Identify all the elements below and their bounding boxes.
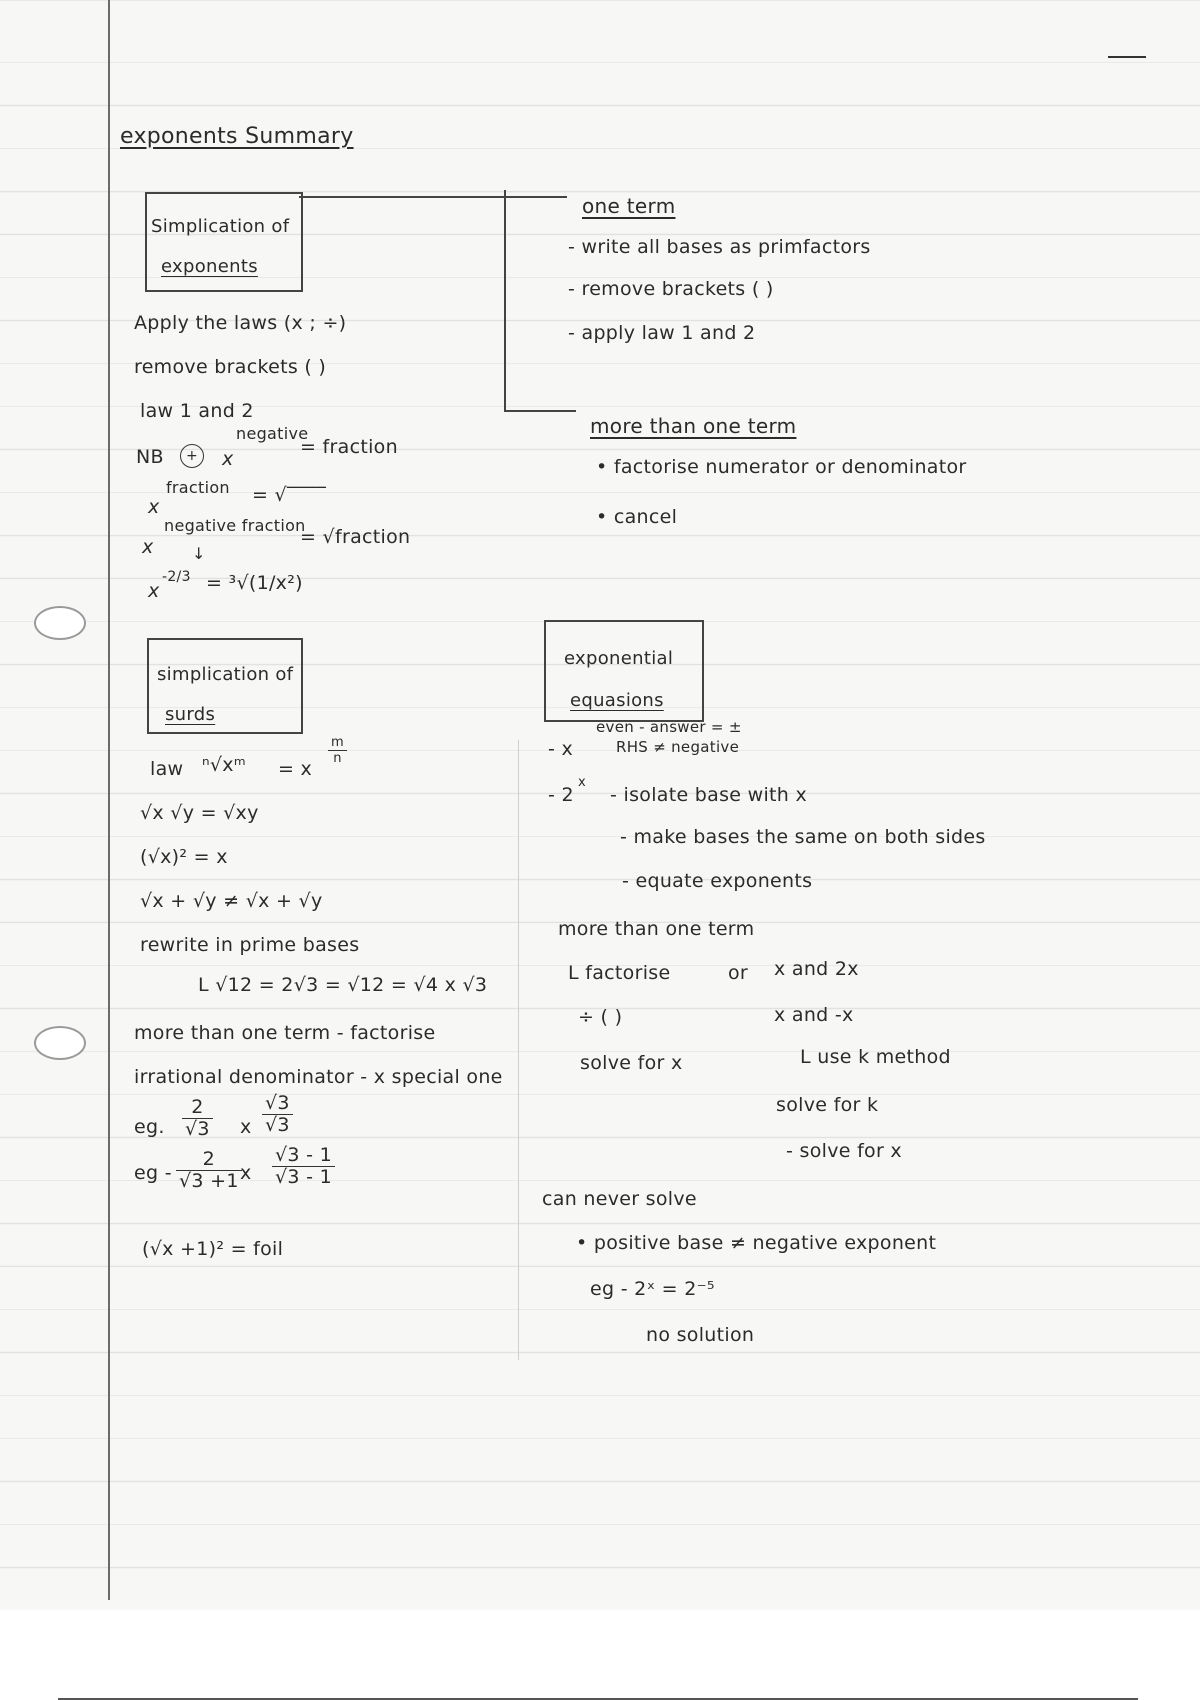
eq-even-note: even - answer = ± [596,718,742,736]
eq-rhs-note: RHS ≠ negative [616,738,740,756]
math-x: x [142,536,154,558]
box-line: exponential [564,648,674,669]
more-than-one-term-item: • cancel [596,506,678,528]
fraction-numerator: m [328,736,347,751]
box-exponential-equations [544,620,704,722]
math-exponent: fraction [166,478,230,497]
surd-square-rule: (√x)² = x [140,846,228,868]
one-term-item: - write all bases as primfactors [568,236,871,258]
surd-law-exponent [324,736,351,765]
fraction-numerator: √3 - 1 [272,1146,335,1167]
box-simplication-exponents [145,192,303,292]
eq-divide: ÷ ( ) [578,1006,623,1028]
binder-hole [34,1026,86,1060]
eq-x-and-2x: x and 2x [774,958,859,980]
times-sign: x [240,1116,252,1138]
times-sign: x [240,1162,252,1184]
math-result: = √fraction [300,526,411,548]
eq-never-solve-heading: can never solve [542,1188,697,1210]
page-corner-dash [1108,56,1146,58]
eq-no-solution: no solution [646,1324,755,1346]
one-term-heading: one term [582,194,676,218]
eq-use-k-method: L use k method [800,1046,951,1068]
math-x: x [148,580,160,602]
nb-label: NB [136,446,164,468]
fraction-denominator: n [333,751,342,766]
margin-line [108,0,110,1600]
fraction-expression [258,1094,297,1135]
eq-positive-base-note: • positive base ≠ negative exponent [576,1232,937,1254]
box-line: Simplication of [151,216,290,237]
eq-solve-k: solve for k [776,1094,879,1116]
surd-sum-rule: √x + √y ≠ √x + √y [140,890,323,912]
fraction-numerator: 2 [182,1098,213,1119]
math-exponent: negative fraction [164,516,306,535]
math-exponent: negative [236,424,309,443]
surd-product-rule: √x √y = √xy [140,802,259,824]
math-result: = ³√(1/x²) [206,572,303,594]
more-than-one-term-heading: more than one term [590,414,797,438]
math-x: x [148,496,160,518]
connector-line [504,190,506,412]
fraction-denominator: √3 [185,1118,210,1140]
box-simplication-surds [147,638,303,734]
eq-make-bases-step: - make bases the same on both sides [620,826,986,848]
math-result: = fraction [300,436,398,458]
surd-rewrite-example: L √12 = 2√3 = √12 = √4 x √3 [198,974,488,996]
eq-equate-step: - equate exponents [622,870,813,892]
example-label: eg - [134,1162,172,1184]
box-line: surds [165,704,216,725]
fraction-denominator: √3 +1 [179,1170,239,1192]
connector-line [299,196,567,198]
eq-or: or [728,962,749,984]
eq-solve-x: solve for x [580,1052,683,1074]
box-line: equasions [570,690,664,711]
fraction-expression [268,1146,339,1187]
connector-line [504,410,576,412]
surd-law-label: law [150,758,184,780]
math-result: = √‾‾‾‾ [252,484,327,506]
page-title: exponents Summary [120,124,354,149]
eq-never-example: eg - 2ˣ = 2⁻⁵ [590,1278,715,1300]
surd-foil-rule: (√x +1)² = foil [142,1238,284,1260]
surd-law-rhs: = x [278,758,313,780]
example-label: eg. [134,1116,165,1138]
surd-law-lhs: ⁿ√xᵐ [202,754,246,776]
circled-plus-icon: + [180,444,204,468]
more-than-one-term-item: • factorise numerator or denominator [596,456,967,478]
one-term-item: - remove brackets ( ) [568,278,774,300]
law-1-2-note: law 1 and 2 [140,400,254,422]
math-x: x [222,448,234,470]
binder-hole [34,606,86,640]
eq-factorise-step: L factorise [568,962,671,984]
eq-isolate-step: - isolate base with x [610,784,808,806]
surd-rewrite-note: rewrite in prime bases [140,934,360,956]
box-line: simplication of [157,664,294,685]
eq-even-base: - x [548,738,574,760]
fraction-expression [172,1150,246,1191]
surd-irrational-note: irrational denominator - x special one [134,1066,503,1088]
math-exponent: -2/3 [162,569,191,585]
fraction-denominator: √3 [265,1114,290,1136]
down-arrow-icon: ↓ [192,544,206,563]
box-line: exponents [161,256,258,277]
eq-two-x: - 2 [548,784,574,806]
eq-more-than-one-heading: more than one term [558,918,755,940]
math-exponent: x [578,775,586,790]
fraction-expression [178,1098,217,1139]
fraction-denominator: √3 - 1 [275,1166,333,1188]
apply-laws-note: Apply the laws (x ; ÷) [134,312,347,334]
eq-solve-x-final: - solve for x [786,1140,902,1162]
one-term-item: - apply law 1 and 2 [568,322,756,344]
remove-brackets-note: remove brackets ( ) [134,356,327,378]
eq-x-and-neg-x: x and -x [774,1004,854,1026]
fraction-numerator: √3 [262,1094,293,1115]
surd-more-terms-note: more than one term - factorise [134,1022,436,1044]
column-divider [518,740,519,1360]
fraction-numerator: 2 [176,1150,242,1171]
